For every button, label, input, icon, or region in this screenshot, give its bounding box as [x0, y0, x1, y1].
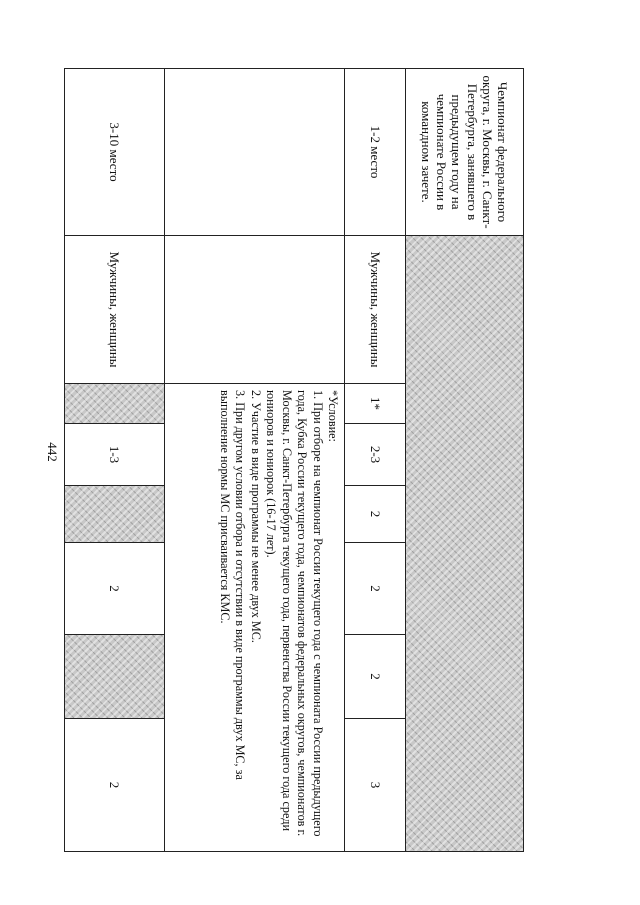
gender-cell	[345, 236, 405, 384]
gender-label: Мужчины, женщины	[107, 251, 123, 368]
value-cell	[345, 384, 405, 424]
place-label: 1-2 место	[367, 125, 383, 179]
value: 3	[367, 781, 383, 789]
hatched-cell	[65, 384, 164, 424]
value-cell	[345, 486, 405, 543]
value-cell	[345, 635, 405, 719]
condition-line-1: 1. При отборе на чемпионат России текущего года с чемпионата России предыдущего года, Кубка России текущего года, чемпионатов федеральных округов, чемпионатов г. Москвы, г. Санкт-Петербурга текущего года, первенства России текущего года среди юниоров и юниорок (16-17 лет).	[264, 390, 325, 837]
value: 2-3	[367, 445, 383, 464]
hatched-cell	[65, 486, 164, 543]
hatched-cell	[65, 635, 164, 719]
value: 2	[367, 673, 383, 680]
table-row	[344, 68, 405, 852]
gender-label: Мужчины, женщины	[367, 251, 383, 368]
header-title: Чемпионат федерального округа, г. Москвы, г. Санкт-Петербурга, занявшего в предыдущем году на чемпионате России в командном зачете.	[418, 75, 511, 229]
condition-title: *Условие:	[326, 390, 341, 442]
table-row	[64, 68, 164, 852]
value: 1*	[367, 397, 383, 410]
value-cell	[65, 719, 164, 852]
hatched-cell	[406, 236, 523, 852]
gender-cell	[65, 236, 164, 384]
empty-cell	[165, 236, 344, 384]
condition-cell	[165, 384, 344, 852]
rotated-table-wrapper	[64, 68, 524, 852]
place-cell	[65, 68, 164, 236]
table-row-condition	[164, 68, 344, 852]
norms-table	[64, 68, 524, 852]
value: 1-3	[107, 445, 123, 464]
place-cell	[345, 68, 405, 236]
value: 2	[107, 585, 123, 592]
value-cell	[345, 424, 405, 486]
value-cell	[65, 424, 164, 486]
value: 2	[367, 585, 383, 592]
header-title-cell	[406, 68, 523, 236]
value: 2	[107, 781, 123, 789]
value-cell	[345, 543, 405, 635]
place-label: 3-10 место	[107, 122, 123, 182]
value: 2	[367, 510, 383, 518]
condition-line-3: 3. При другом условии отбора и отсутствии в виде программы двух МС, за выполнение нормы МС присваивается КМС.	[217, 390, 248, 780]
empty-cell	[165, 68, 344, 236]
value-cell	[65, 543, 164, 635]
value-cell	[345, 719, 405, 852]
table-row-header	[405, 68, 524, 852]
page-number: 442	[45, 442, 60, 462]
condition-line-2: 2. Участие в виде программы не менее двух МС.	[248, 390, 263, 643]
